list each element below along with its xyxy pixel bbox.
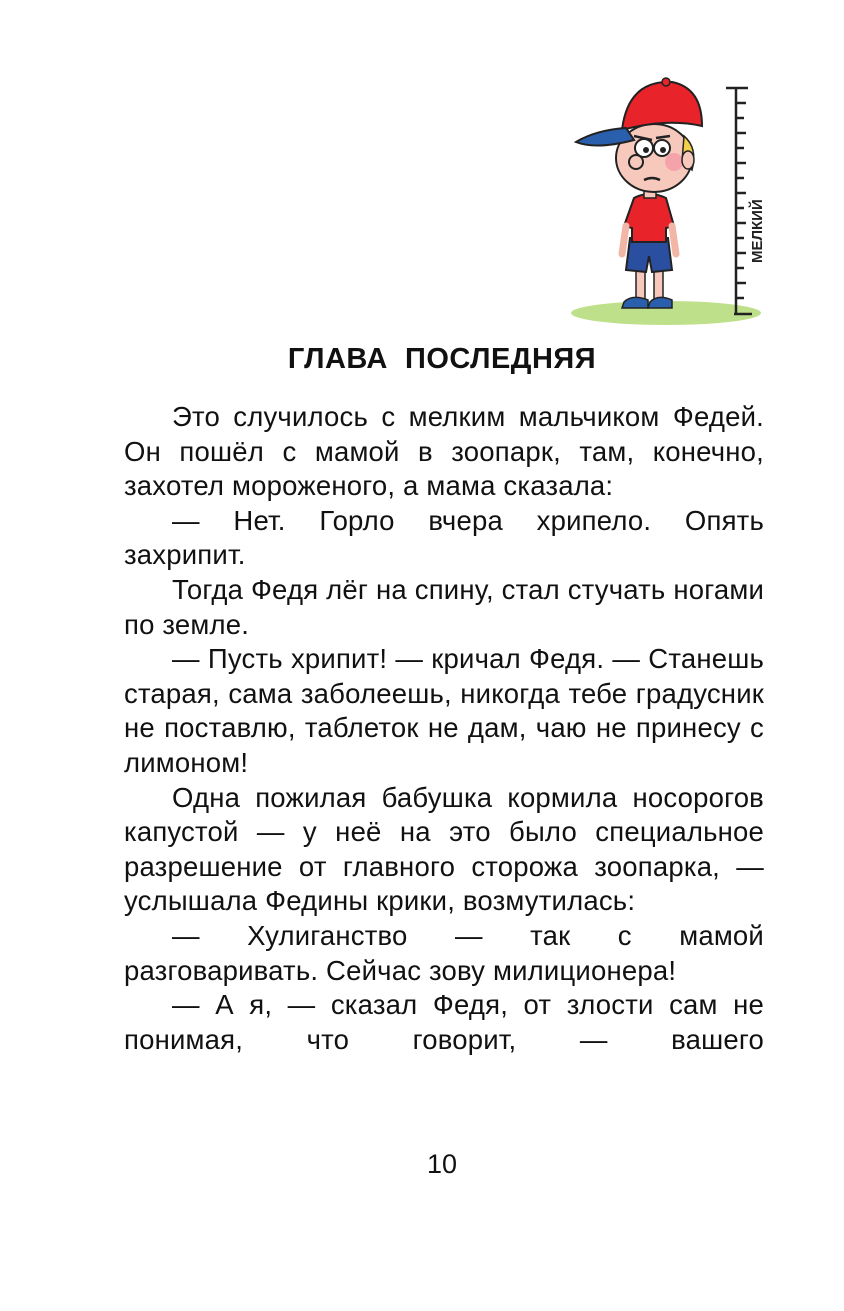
- paragraph: — Хулиганство — так с мамой разговаривать. Сейчас зову милиционера!: [124, 919, 764, 986]
- paragraph: Это случилось с мелким мальчиком Федей. Он пошёл с мамой в зоопарк, там, конечно, захотел мороженого, а мама сказала:: [124, 401, 764, 502]
- boy-shorts: [626, 238, 672, 272]
- height-label: МЕЛКИЙ: [749, 199, 766, 263]
- story-text: [124, 400, 764, 1057]
- boy-height-illustration: [556, 58, 776, 330]
- paragraph: — А я, — сказал Федя, от злости сам не понимая, что говорит, — вашего: [124, 989, 764, 1055]
- page-number: 10: [426, 1149, 458, 1179]
- chapter-title: ГЛАВА ПОСЛЕДНЯЯ: [287, 343, 597, 375]
- boy-shirt: [624, 194, 674, 242]
- paragraph: — Нет. Горло вчера хрипело. Опять захрипит.: [124, 504, 764, 571]
- paragraph: — Пусть хрипит! — кричал Федя. — Станешь старая, сама заболеешь, никогда тебе градусник не поставлю, таблеток не дам, чаю не принесу с лимоном!: [124, 643, 764, 778]
- paragraph: Одна пожилая бабушка кормила носорогов капустой — у неё на это было специальное разрешение от главного сторожа зоопарка, — услышала Федины крики, возмутилась:: [124, 781, 764, 917]
- paragraph: Тогда Федя лёг на спину, стал стучать ногами по земле.: [124, 573, 764, 640]
